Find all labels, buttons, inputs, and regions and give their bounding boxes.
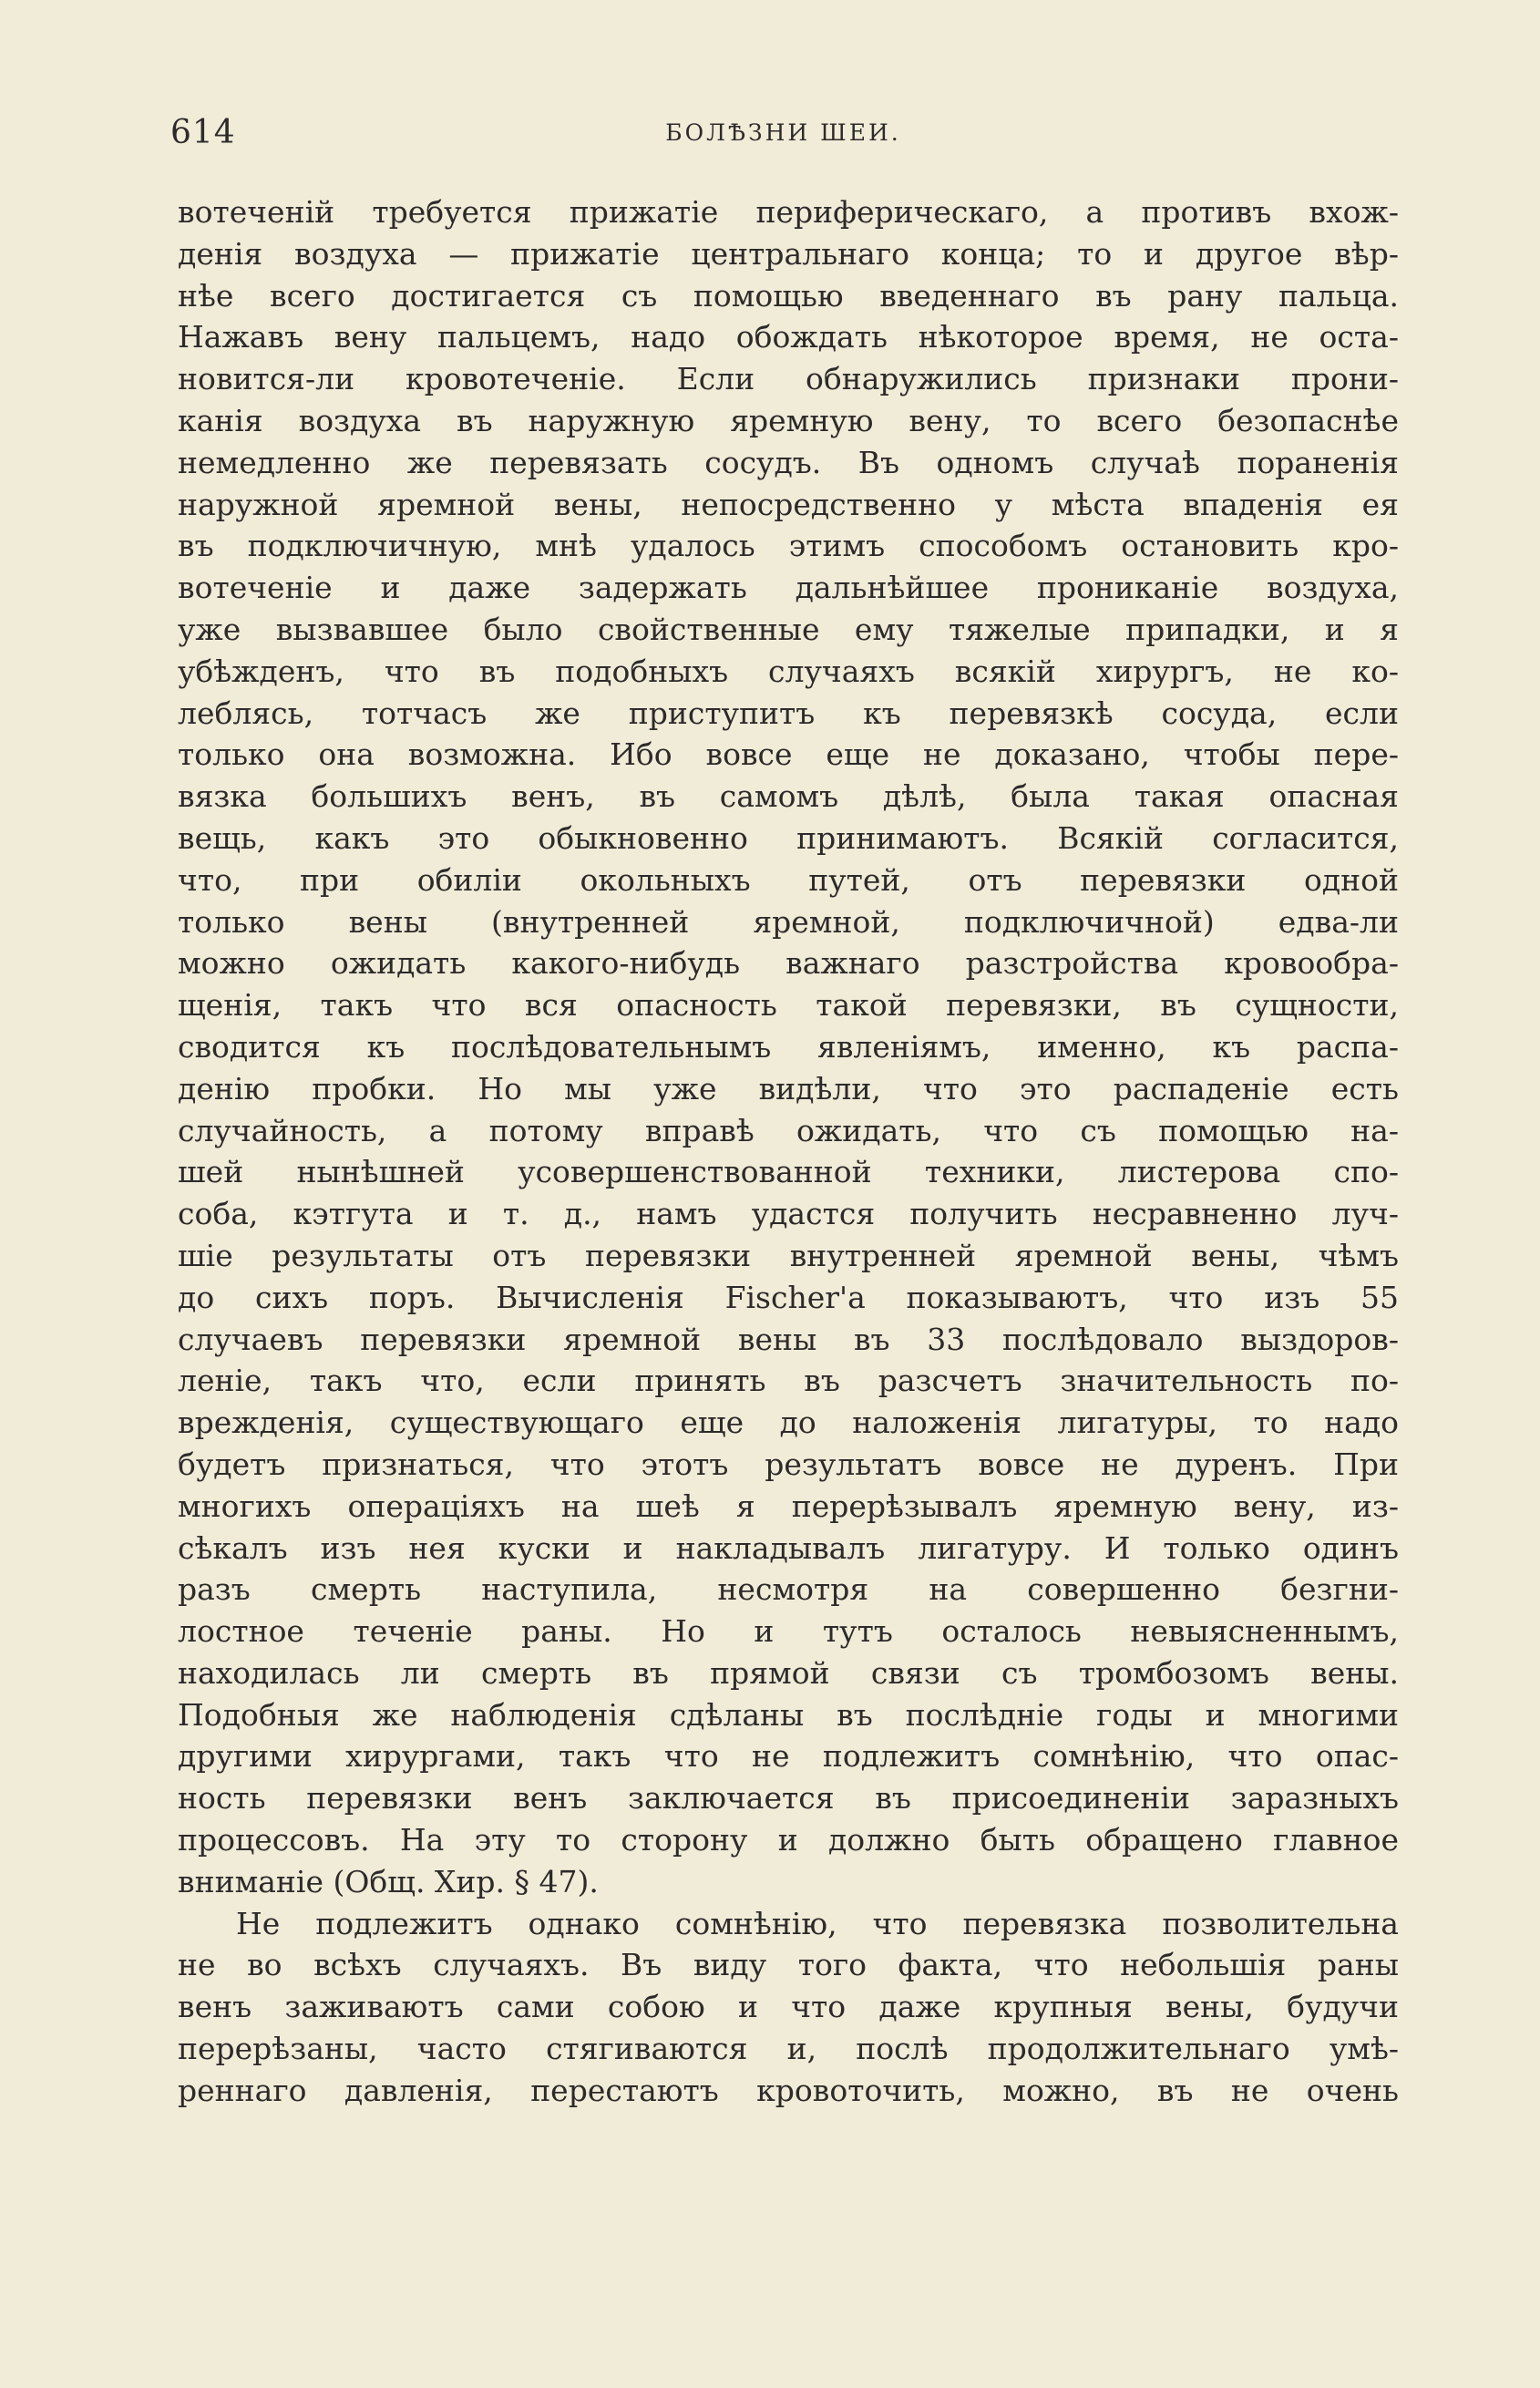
page-number: 614 [170, 114, 236, 151]
paragraph-start-line: Не подлежитъ однако сомнѣнію, что перевязка позволительна [236, 1905, 1399, 1941]
text-line: канія воздуха въ наружную яремную вену, то всего безопаснѣе [178, 402, 1399, 438]
text-line: ность перевязки венъ заключается въ присоединеніи заразныхъ [178, 1780, 1399, 1817]
text-line: вещь, какъ это обыкновенно принимаютъ. Всякій согласится, [178, 819, 1399, 856]
text-line: разъ смерть наступила, несмотря на совершенно безгни- [178, 1571, 1399, 1608]
text-line: денія воздуха — прижатіе центральнаго конца; то и другое вѣр- [178, 235, 1399, 272]
text-line: сѣкалъ изъ нея куски и накладывалъ лигатуру. И только одинъ [178, 1529, 1399, 1566]
text-line: только она возможна. Ибо вовсе еще не доказано, чтобы пере- [178, 736, 1399, 773]
text-line: лостное теченіе раны. Но и тутъ осталось невыясненнымъ, [178, 1613, 1399, 1650]
text-line: врежденія, существующаго еще до наложенія лигатуры, то надо [178, 1405, 1399, 1441]
text-line: до сихъ поръ. Вычисленія Fischer'а показываютъ, что изъ 55 [178, 1279, 1399, 1315]
text-line: вотеченій требуется прижатіе периферическаго, а противъ вхож- [178, 194, 1399, 230]
page-header [170, 111, 1396, 155]
text-line: реннаго давленія, перестаютъ кровоточить, можно, въ не очень [178, 2072, 1399, 2108]
text-line: можно ожидать какого-нибудь важнаго разстройства кровообра- [178, 945, 1399, 982]
text-line: шей нынѣшней усовершенствованной техники, листерова спо- [178, 1154, 1399, 1190]
text-line: щенія, такъ что вся опасность такой перевязки, въ сущности, [178, 987, 1399, 1024]
text-line: что, при обиліи окольныхъ путей, отъ перевязки одной [178, 861, 1399, 898]
text-line: находилась ли смерть въ прямой связи съ тромбозомъ вены. [178, 1654, 1399, 1691]
text-line: случайность, а потому вправѣ ожидать, что съ помощью на- [178, 1112, 1399, 1148]
body-text [178, 191, 1399, 2112]
text-line: вязка большихъ венъ, въ самомъ дѣлѣ, была такая опасная [178, 778, 1399, 815]
text-line: Подобныя же наблюденія сдѣланы въ послѣдніе годы и многими [178, 1696, 1399, 1733]
text-line: новится-ли кровотеченіе. Если обнаружились признаки прони- [178, 361, 1399, 397]
text-line: въ подключичную, мнѣ удалось этимъ способомъ остановить кро- [178, 528, 1399, 564]
text-line: леблясь, тотчасъ же приступитъ къ перевязкѣ сосуда, если [178, 695, 1399, 731]
text-line: наружной яремной вены, непосредственно у мѣста впаденія ея [178, 486, 1399, 522]
text-line: леніе, такъ что, если принять въ разсчетъ значительность по- [178, 1363, 1399, 1399]
running-title: БОЛѢЗНИ ШЕИ. [665, 119, 901, 146]
text-line: соба, кэтгута и т. д., намъ удастся получить несравненно луч- [178, 1196, 1399, 1232]
text-line: уже вызвавшее было свойственные ему тяжелые припадки, и я [178, 611, 1399, 647]
text-line: венъ заживаютъ сами собою и что даже крупныя вены, будучи [178, 1989, 1399, 2025]
text-line: убѣжденъ, что въ подобныхъ случаяхъ всякій хирургъ, не ко- [178, 653, 1399, 689]
text-line: немедленно же перевязать сосудъ. Въ одномъ случаѣ пораненія [178, 444, 1399, 480]
text-line: процессовъ. На эту то сторону и должно быть обращено главное [178, 1822, 1399, 1858]
paragraph-end-line: вниманіе (Общ. Хир. § 47). [178, 1863, 599, 1899]
text-line: будетъ признаться, что этотъ результатъ вовсе не дуренъ. При [178, 1446, 1399, 1482]
text-line: другими хирургами, такъ что не подлежитъ сомнѣнію, что опас- [178, 1738, 1399, 1775]
text-line: нѣе всего достигается съ помощью введеннаго въ рану пальца. [178, 277, 1399, 314]
text-line: не во всѣхъ случаяхъ. Въ виду того факта, что небольшія раны [178, 1947, 1399, 1983]
text-line: только вены (внутренней яремной, подключичной) едва-ли [178, 903, 1399, 940]
text-line: вотеченіе и даже задержать дальнѣйшее прониканіе воздуха, [178, 570, 1399, 606]
text-line: перерѣзаны, часто стягиваются и, послѣ продолжительнаго умѣ- [178, 2031, 1399, 2067]
text-line: Нажавъ вену пальцемъ, надо обождать нѣкоторое время, не оста- [178, 319, 1399, 355]
text-line: денію пробки. Но мы уже видѣли, что это распаденіе есть [178, 1070, 1399, 1107]
text-line: сводится къ послѣдовательнымъ явленіямъ, именно, къ распа- [178, 1028, 1399, 1065]
text-line: шіе результаты отъ перевязки внутренней яремной вены, чѣмъ [178, 1237, 1399, 1273]
text-line: многихъ операціяхъ на шеѣ я перерѣзывалъ яремную вену, из- [178, 1487, 1399, 1524]
text-line: случаевъ перевязки яремной вены въ 33 послѣдовало выздоров- [178, 1321, 1399, 1357]
